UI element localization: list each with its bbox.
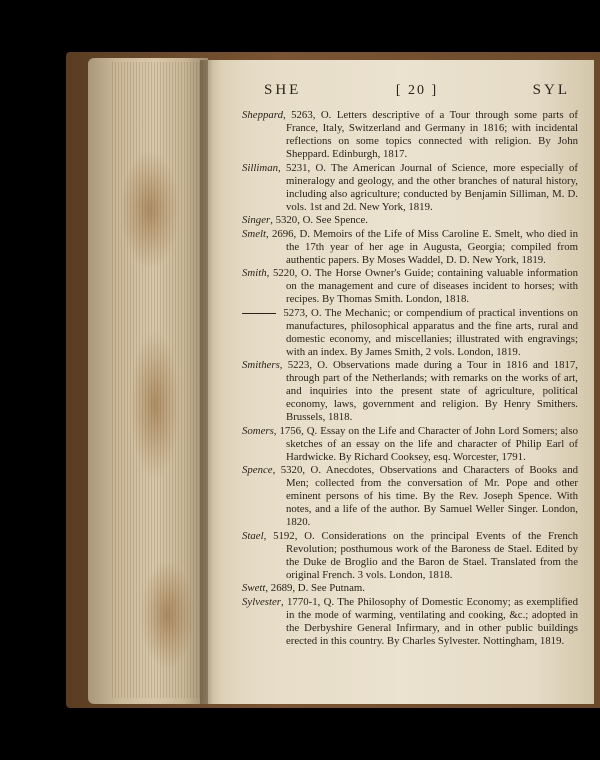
catalog-entry [242,109,578,161]
header-right: SYL [532,82,570,98]
entry-name: Smelt [242,227,266,240]
entry-name: Smith [242,267,267,279]
entry-name: Sylvester [242,595,281,608]
entry-name: Swett [242,582,266,594]
catalog-entries [242,109,578,648]
entry-name: Stael [242,529,264,542]
foxing-stain [140,560,195,670]
entry-text: , 2689, D. See Putnam. [265,582,365,594]
foxing-stain [120,150,180,270]
entry-text: , 5231, O. The American Journal of Science, more especially of mineralogy and geology, and the other branches of natural history, including also agriculture; conducted by Benjamin Silliman, M. D. vols. 1st and 2d. New York, 1819. [278,161,578,213]
entry-text: , 5220, O. The Horse Owner's Guide; containing valuable information on the management and cure of diseases incident to horses; with recipes. By Thomas Smith. London, 1818. [266,267,578,305]
entry-name: Silliman [242,161,278,174]
catalog-entry [242,582,578,595]
entry-name: Spence [242,464,273,476]
entry-name: Singer [242,214,271,226]
page-number: [ 20 ] [395,82,439,98]
catalog-entry [242,267,578,306]
header-left: SHE [264,82,302,98]
entry-text: , 1756, Q. Essay on the Life and Character of John Lord Somers; also sketches of an essay on the life and character of Philip Earl of Hardwicke. By Richard Cooksey, esq. Worcester, 1791. [273,424,578,463]
catalog-entry [242,359,578,424]
catalog-entry [242,464,578,529]
running-header [264,82,570,99]
entry-text: , 2696, D. Memoirs of the Life of Miss Caroline E. Smelt, who died in the 17th year of her age in Augusta, Georgia; compiled from authentic papers. By Moses Waddel, D. D. New York, 1819. [266,227,578,266]
foxing-stain [130,330,180,480]
catalog-entry [242,214,578,227]
entry-text: , 5320, O. Anecdotes, Observations and Characters of Books and Men; collected from the conversation of Mr. Pope and other eminent persons of his time. By the Rev. Joseph Spence. With notes, and a life of the author. By Samuel Weller Singer. London, 1820. [272,464,578,528]
entry-name: Sheppard [242,109,283,121]
entry-text: , 5223, O. Observations made during a Tour in 1816 and 1817, through part of the Netherlands; with remarks on the works of art, and inquiries into the present state of agriculture, political economy, laws, government and religion. By Henry Smithers. Brussels, 1818. [279,359,578,423]
book-page [208,60,594,704]
catalog-entry [242,162,578,214]
entry-text: , 5192, O. Considerations on the principal Events of the French Revolution; posthumous work of the Baroness de Stael. Edited by the Duke de Broglio and the Baron de Stael. Translated from the original French. 3 vols. London, 1818. [263,529,578,581]
catalog-entry [242,307,578,359]
catalog-entry [242,596,578,648]
entry-text: , 5263, O. Letters descriptive of a Tour through some parts of France, Italy, Switzerland and Germany in 1816; with incidental reflections on some topics connected with religion. By John Sheppard. Edinburgh, 1817. [282,109,578,160]
entry-name: Smithers [242,359,280,371]
entry-name: Somers [242,424,274,437]
catalog-entry [242,530,578,582]
ditto-dash [242,313,276,314]
entry-text: 5273, O. The Mechanic; or compendium of practical inventions on manufactures, philosophical apparatus and the fine arts, rural and domestic economy, and miscellanies; illustrated with engravings; with an index. By James Smith, 2 vols. London, 1819. [280,306,578,358]
catalog-entry [242,425,578,464]
catalog-entry [242,228,578,267]
entry-text: , 1770-1, Q. The Philosophy of Domestic Economy; as exemplified in the mode of warming, ventilating and cooking, &c.; adopted in the Derbyshire General Infirmary, and in other public buildings erected in this country. By Charles Sylvester. Nottingham, 1819. [280,595,578,647]
entry-text: , 5320, O. See Spence. [270,214,368,226]
page-gutter-shadow [200,60,222,704]
